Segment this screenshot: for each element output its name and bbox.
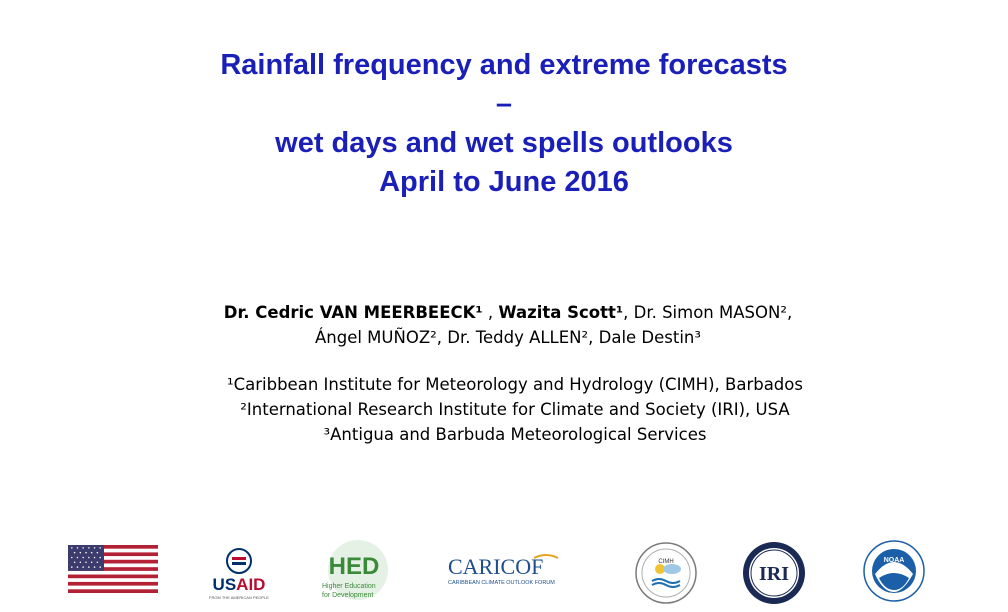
authors-line-2: Ángel MUÑOZ², Dr. Teddy ALLEN², Dale Destin³ — [314, 328, 702, 347]
caricof-text: CARICOF — [448, 554, 544, 579]
author-2: Wazita Scott¹ — [498, 303, 624, 322]
noaa-text: NOAA — [883, 557, 905, 564]
title-line-3: wet days and wet spells outlooks — [275, 127, 733, 159]
affiliation-3: ³Antigua and Barbuda Meteorological Services — [323, 425, 707, 444]
usaid-logo — [205, 546, 273, 602]
title-line-1: Rainfall frequency and extreme forecasts — [220, 49, 788, 81]
affiliations — [0, 372, 1008, 447]
author-separator: , — [482, 303, 499, 322]
author-1: Dr. Cedric VAN MEERBEECK¹ — [223, 303, 483, 322]
iri-logo — [741, 540, 807, 606]
hed-logo — [318, 536, 390, 606]
cimh-logo — [634, 541, 698, 605]
hed-sub-1: Higher Education — [322, 583, 376, 590]
caricof-logo — [446, 552, 564, 588]
us-flag-logo — [68, 545, 158, 593]
authors-rest: , Dr. Simon MASON², — [623, 303, 793, 322]
authors-line-1 — [0, 300, 1008, 325]
hed-sub-2: for Development — [322, 592, 374, 599]
hed-text: HED — [328, 553, 380, 580]
authors — [0, 300, 1008, 350]
caricof-sub: CARIBBEAN CLIMATE OUTLOOK FORUM — [448, 580, 555, 586]
usaid-text-aid: AID — [236, 575, 266, 594]
usaid-tagline: FROM THE AMERICAN PEOPLE — [209, 595, 269, 600]
affiliation-2: ²International Research Institute for Climate and Society (IRI), USA — [240, 400, 790, 419]
cimh-text: CIMH — [658, 559, 674, 565]
title-line-4: April to June 2016 — [379, 166, 629, 198]
slide-title — [0, 46, 1008, 202]
noaa-logo — [863, 540, 925, 602]
affiliation-1: ¹Caribbean Institute for Meteorology and Hydrology (CIMH), Barbados — [227, 375, 803, 394]
svg-text:USAID — [213, 575, 266, 594]
iri-text: IRI — [758, 563, 790, 585]
title-line-2: – — [495, 88, 513, 120]
usaid-text-us: US — [212, 575, 237, 594]
